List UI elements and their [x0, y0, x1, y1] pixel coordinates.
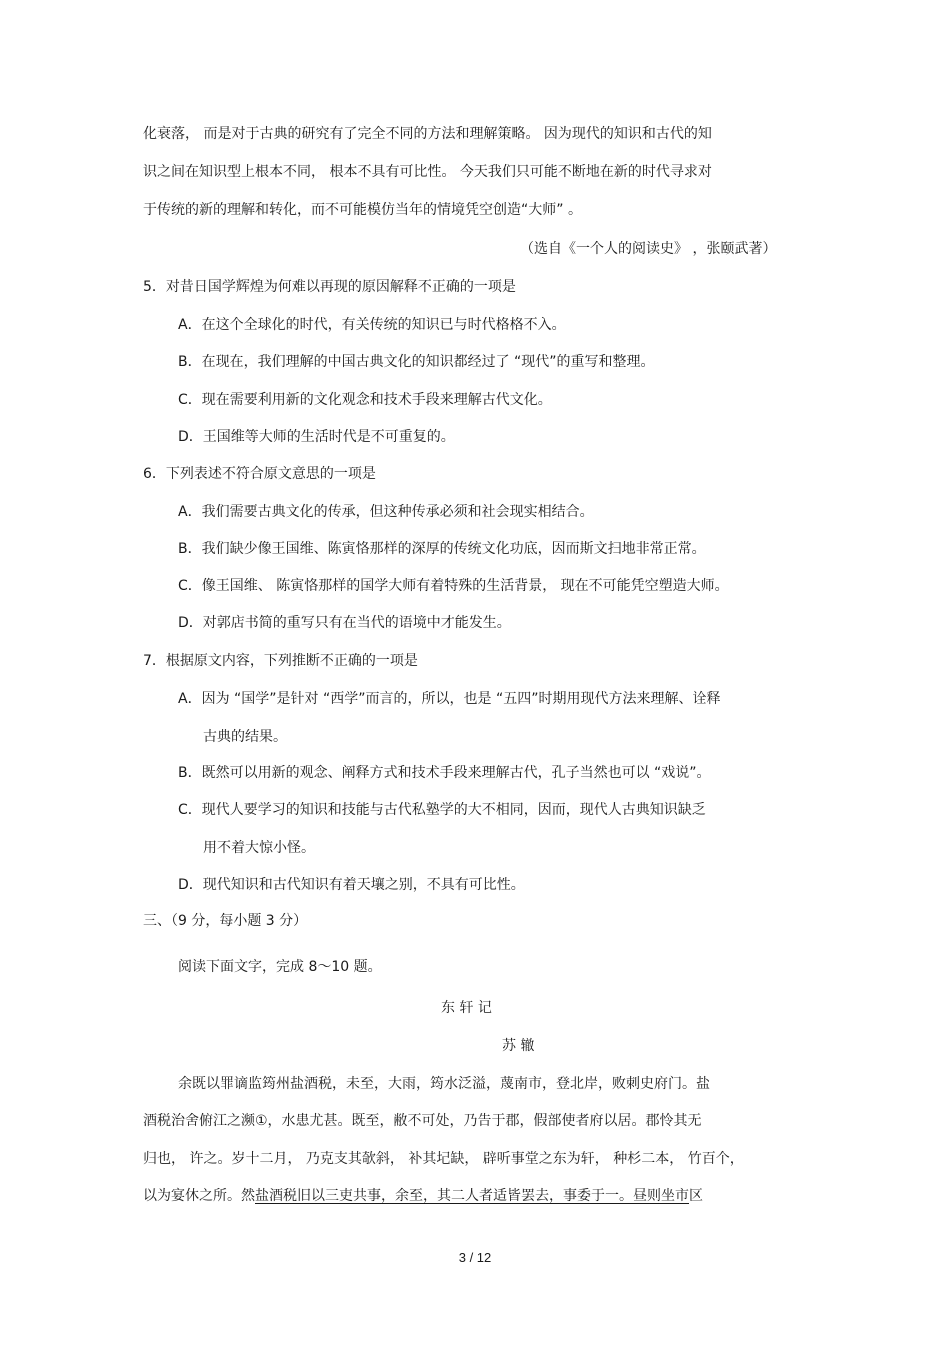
poem-author: 苏 辙: [502, 1038, 535, 1054]
section-instruction: 阅读下面文字，完成 8～10 题。: [178, 959, 382, 975]
option-c-continued: 用不着大惊小怪。: [203, 840, 315, 856]
passage-line: 识之间在知识型上根本不同， 根本不具有可比性。 今天我们只可能不断地在新的时代寻求对: [143, 164, 712, 180]
option-a: A．我们需要古典文化的传承，但这种传承必须和社会现实相结合。: [178, 504, 594, 520]
option-d: D．现代知识和古代知识有着天壤之别，不具有可比性。: [178, 877, 525, 893]
option-c: C．现在需要利用新的文化观念和技术手段来理解古代文化。: [178, 392, 552, 408]
option-b: B．在现在，我们理解的中国古典文化的知识都经过了 “现代”的重写和整理。: [178, 354, 655, 370]
section-heading: 三、（9 分，每小题 3 分）: [143, 913, 308, 929]
classical-text-line: [143, 1187, 703, 1205]
question-stem: 7．根据原文内容，下列推断不正确的一项是: [143, 653, 418, 669]
option-a-continued: 古典的结果。: [203, 729, 287, 745]
option-b: B．我们缺少像王国维、陈寅恪那样的深厚的传统文化功底，因而斯文扫地非常正常。: [178, 541, 706, 557]
text-segment: 以为宴休之所。然: [143, 1188, 255, 1204]
classical-text-line: 酒税治舍俯江之濒①，水患尤甚。既至，敝不可处，乃告于郡，假部使者府以居。郡怜其无: [143, 1113, 702, 1129]
question-stem: 5．对昔日国学辉煌为何难以再现的原因解释不正确的一项是: [143, 279, 516, 295]
source-citation: （选自《一个人的阅读史》 ，张颐武著）: [520, 241, 777, 257]
underlined-sentence: 盐酒税旧以三吏共事，余至，其二人者适皆罢去，事委于一。昼则坐市: [255, 1188, 689, 1204]
poem-title: 东 轩 记: [441, 1000, 492, 1016]
text-segment: 区: [689, 1188, 703, 1204]
option-b: B．既然可以用新的观念、阐释方式和技术手段来理解古代，孔子当然也可以 “戏说”。: [178, 765, 711, 781]
passage-line: 于传统的新的理解和转化，而不可能模仿当年的情境凭空创造“大师” 。: [143, 202, 582, 218]
question-stem: 6．下列表述不符合原文意思的一项是: [143, 466, 376, 482]
option-c: C．像王国维、 陈寅恪那样的国学大师有着特殊的生活背景， 现在不可能凭空塑造大师。: [178, 578, 729, 594]
option-d: D．王国维等大师的生活时代是不可重复的。: [178, 429, 455, 445]
option-d: D．对郭店书简的重写只有在当代的语境中才能发生。: [178, 615, 511, 631]
page-number: 3 / 12: [458, 1250, 492, 1265]
option-a: A．在这个全球化的时代，有关传统的知识已与时代格格不入。: [178, 317, 566, 333]
passage-line: 化衰落， 而是对于古典的研究有了完全不同的方法和理解策略。 因为现代的知识和古代的知: [143, 126, 712, 142]
classical-text-line: 归也， 许之。岁十二月， 乃克支其欹斜， 补其圮缺， 辟听事堂之东为轩， 种杉二本， 竹百个，: [143, 1151, 744, 1167]
classical-text-line: 余既以罪谪监筠州盐酒税，未至，大雨，筠水泛溢，蔑南市，登北岸，败刺史府门。盐: [178, 1076, 710, 1092]
option-a: A．因为 “国学”是针对 “西学”而言的，所以，也是 “五四”时期用现代方法来理解、诠释: [178, 691, 721, 707]
option-c: C．现代人要学习的知识和技能与古代私塾学的大不相同，因而，现代人古典知识缺乏: [178, 802, 706, 818]
